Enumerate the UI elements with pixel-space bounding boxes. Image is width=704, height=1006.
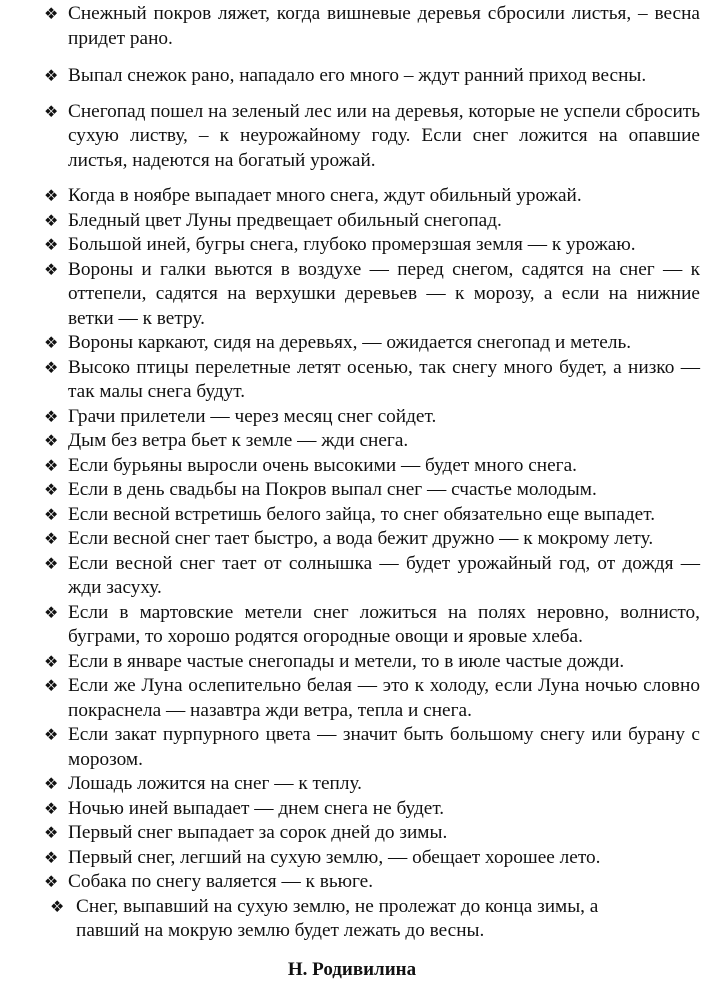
diamond-bullet-icon: ❖ [44,235,59,254]
diamond-bullet-icon: ❖ [44,210,59,230]
list-item [0,429,704,454]
list-item [0,356,704,405]
list-item-text: Если в мартовские метели снег ложиться на полях неровно, волнисто, буграми, то хорошо родятся огородные овощи и яровые хлеба. [68,601,700,647]
list-item [0,503,704,528]
list-item-text: Если весной снег тает быстро, а вода бежит дружно — к мокрому лету. [68,528,654,549]
list-item [0,846,704,871]
author-signature: Н. Родивилина [287,959,417,980]
diamond-bullet-icon: ❖ [44,480,59,499]
diamond-bullet-icon: ❖ [44,4,59,23]
list-item-text: Вороны каркают, сидя на деревьях, — ожидается снегопад и метель. [68,332,632,353]
diamond-bullet-icon: ❖ [44,774,59,793]
list-item [0,772,704,797]
list-item-text: Дым без ветра бьет к земле — жди снега. [68,430,409,451]
diamond-bullet-icon: ❖ [44,504,59,524]
list-item [0,527,704,552]
diamond-bullet-icon: ❖ [44,553,59,573]
list-item [0,2,704,51]
list-item-text: Снежный покров ляжет, когда вишневые деревья сбросили листья, – весна придет рано. [68,3,700,49]
diamond-bullet-icon: ❖ [44,798,59,818]
list-item-text: Грачи прилетели — через месяц снег сойдет. [68,405,437,427]
diamond-bullet-icon: ❖ [44,259,59,279]
diamond-bullet-icon: ❖ [44,431,59,450]
list-item-text: Лошадь ложится на снег — к теплу. [68,773,363,794]
list-item-text: Если весной снег тает от солнышка — будет урожайный год, от дождя — жди засуху. [68,552,700,598]
list-item-text: Если же Луна ослепительно белая — это к холоду, если Луна ночью словно покраснела — назавтра жди ветра, тепла и снега. [68,675,700,721]
diamond-bullet-icon: ❖ [44,529,59,548]
list-item [0,454,704,479]
list-item-text: Большой иней, бугры снега, глубоко промерзшая земля — к урожаю. [68,234,636,255]
diamond-bullet-icon: ❖ [44,357,59,377]
list-item-text: Первый снег, легший на сухую землю, — обещает хорошее лето. [68,846,601,868]
list-item [0,821,704,846]
diamond-bullet-icon: ❖ [44,651,59,671]
list-item-text: Первый снег выпадает за сорок дней до зимы. [68,822,448,843]
list-item [0,601,704,650]
list-item [0,674,704,723]
list-item-text: Если бурьяны выросли очень высокими — будет много снега. [68,454,577,476]
diamond-bullet-icon: ❖ [44,602,59,622]
list-item-text: Снег, выпавший на сухую землю, не пролежат до конца зимы, а павший на мокрую землю будет лежать до весны. [76,895,599,941]
list-item-text: Если закат пурпурного цвета — значит быть большому снегу или бурану с морозом. [68,724,700,770]
list-item [0,209,704,234]
list-item [0,100,704,174]
list-item [0,64,704,89]
list-item-text: Снегопад пошел на зеленый лес или на деревья, которые не успели сбросить сухую листву, – к неурожайному году. Если снег ложится на опавшие листья, надеются на богатый урожай. [68,100,700,171]
list-item [0,233,704,258]
list-item [0,870,704,895]
list-item [0,405,704,430]
list-item-text: Если в январе частые снегопады и метели, то в июле частые дожди. [68,650,625,672]
list-item-text: Если весной встретишь белого зайца, то снег обязательно еще выпадет. [68,503,656,525]
diamond-bullet-icon: ❖ [44,823,59,842]
folk-signs-list [0,2,704,944]
list-item-text: Собака по снегу валяется — к вьюге. [68,871,374,892]
diamond-bullet-icon: ❖ [44,66,59,85]
list-item-text: Когда в ноябре выпадает много снега, ждут обильный урожай. [68,185,582,206]
list-item [0,258,704,332]
list-item [0,552,704,601]
diamond-bullet-icon: ❖ [44,333,59,352]
list-item-text: Бледный цвет Луны предвещает обильный снегопад. [68,209,502,231]
list-item [0,331,704,356]
diamond-bullet-icon: ❖ [44,676,59,695]
list-item [0,650,704,675]
list-item [0,895,704,944]
diamond-bullet-icon: ❖ [44,455,59,475]
list-item [0,478,704,503]
diamond-bullet-icon: ❖ [50,896,65,916]
diamond-bullet-icon: ❖ [44,406,59,426]
list-item [0,723,704,772]
diamond-bullet-icon: ❖ [44,101,59,121]
diamond-bullet-icon: ❖ [44,847,59,867]
list-item-text: Если в день свадьбы на Покров выпал снег — счастье молодым. [68,479,597,500]
list-item-text: Выпал снежок рано, нападало его много – ждут ранний приход весны. [68,65,647,86]
list-item [0,797,704,822]
list-item [0,184,704,209]
diamond-bullet-icon: ❖ [44,725,59,744]
diamond-bullet-icon: ❖ [44,872,59,891]
list-item-text: Вороны и галки вьются в воздухе — перед снегом, садятся на снег — к оттепели, садятся на верхушки деревьев — к морозу, а если на нижние ветки — к ветру. [68,258,700,329]
list-item-text: Высоко птицы перелетные летят осенью, так снегу много будет, а низко — так малы снега будут. [68,356,700,402]
diamond-bullet-icon: ❖ [44,186,59,205]
list-item-text: Ночью иней выпадает — днем снега не будет. [68,797,445,819]
